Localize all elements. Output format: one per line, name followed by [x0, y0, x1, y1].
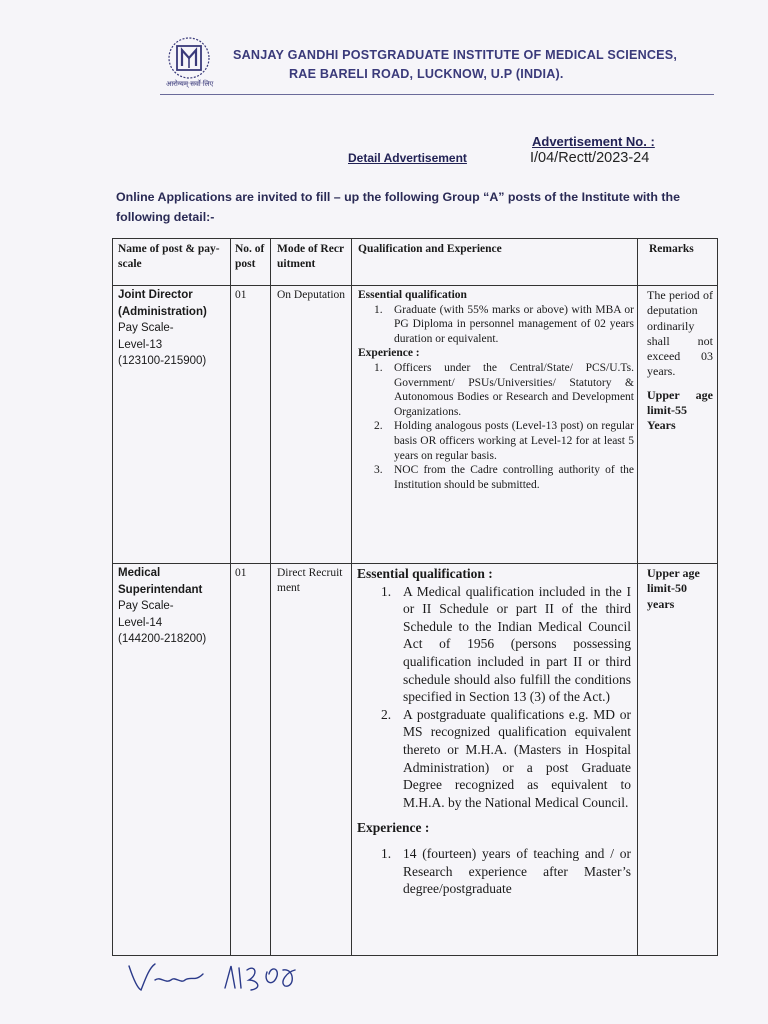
advertisement-label: Advertisement No. : [532, 134, 655, 149]
institute-name: SANJAY GANDHI POSTGRADUATE INSTITUTE OF MEDICAL SCIENCES, [233, 48, 678, 62]
posts-table [112, 238, 718, 956]
row2-mode: Direct Recruitment [277, 567, 343, 594]
post-name: Medical Superintendant [118, 567, 203, 596]
list-item: 2. A postgraduate qualifications e.g. MD or MS recognized qualification equivalent thereto or M.H.A. (Masters in Hospital Administration) or a post Graduate Degree recognized as equivalent to M.H.A. by the National Medical Council. [381, 706, 631, 810]
header-divider [160, 94, 714, 95]
intro-paragraph: Online Applications are invited to fill – up the following Group “A” posts of the Institute with the following detail:- [116, 190, 681, 224]
list-item-text: Officers under the Central/State/ PCS/U.Ts. Government/ PSUs/Universities/ Statutory & Autonomous Bodies or Research and Development Organizations. [394, 361, 634, 418]
signature [125, 958, 305, 998]
table-divider [351, 239, 352, 955]
pay-range: (123100-215900) [118, 355, 207, 367]
list-item-text: A Medical qualification included in the I or II Schedule or part II of the third Schedule to the Indian Medical Council Act of 1956 (persons possessing qualification included in part II or third schedule should also fulfill the conditions specified in Section 13 (3) of the Act.) [403, 583, 631, 705]
essential-heading: Essential qualification : [357, 566, 493, 581]
logo-motto: आरोग्यम् सर्वो लिए [166, 80, 214, 88]
row1-mode: On Deputation [277, 289, 346, 301]
row2-no: 01 [235, 567, 247, 579]
list-item: 1. 14 (fourteen) years of teaching and / or Research experience after Master’s degree/postgraduate [381, 845, 631, 897]
experience-list [358, 361, 634, 492]
experience-heading: Experience : [357, 820, 430, 836]
pay-scale: Pay Scale- [118, 322, 174, 334]
table-divider [230, 239, 231, 955]
institute-logo [158, 36, 220, 94]
list-item: 3. NOC from the Cadre controlling authority of the Institution should be submitted. [374, 464, 634, 491]
list-item: 1. A Medical qualification included in the I or II Schedule or part II of the third Schedule to the Indian Medical Council Act of 1956 (persons possessing qualification included in part II or third schedule should also fulfill the conditions specified in Section 13 (3) of the Act.) [381, 583, 631, 705]
detail-advertisement-title: Detail Advertisement [348, 151, 467, 165]
row2-post [118, 565, 228, 648]
pay-level: Level-14 [118, 616, 163, 629]
pay-scale: Pay Scale- [118, 600, 174, 612]
table-divider [113, 563, 717, 564]
table-divider [113, 285, 717, 286]
pay-range: (144200-218200) [118, 633, 207, 645]
header-qualification: Qualification and Experience [358, 243, 502, 255]
row1-qualification [358, 288, 634, 492]
row1-no: 01 [235, 289, 247, 301]
row2-qualification [357, 565, 631, 898]
row1-remarks [647, 288, 713, 434]
essential-list [358, 303, 634, 347]
remarks-age: Upper age limit-50 years [647, 566, 700, 611]
header-post: Name of post & pay-scale [118, 243, 220, 270]
institute-header [233, 46, 733, 84]
list-item: 1. Graduate (with 55% marks or above) with MBA or PG Diploma in personnel management of 02 years duration or equivalent. [374, 303, 634, 345]
list-item: 1. Officers under the Central/State/ PCS/U.Ts. Government/ PSUs/Universities/ Statutory & Autonomous Bodies or Research and Development Organizations. [374, 361, 634, 418]
list-item-text: Holding analogous posts (Level-13 post) on regular basis OR officers working at Level-12 for at least 5 years on regular basis. [394, 420, 634, 462]
list-item-text: A postgraduate qualifications e.g. MD or MS recognized qualification equivalent thereto or M.H.A. (Masters in Hospital Administration) or a post Graduate Degree recognized as equivalent to M.H.A. by the National Medical Council. [403, 706, 631, 810]
list-item-text: 14 (fourteen) years of teaching and / or Research experience after Master’s degree/postgraduate [403, 845, 631, 897]
row2-remarks [647, 566, 713, 612]
list-item-text: Graduate (with 55% marks or above) with MBA or PG Diploma in personnel management of 02 years duration or equivalent. [394, 303, 634, 345]
header-no: No. of post [235, 243, 265, 270]
post-name: Joint Director (Administration) [118, 289, 207, 318]
institute-address: RAE BARELI ROAD, LUCKNOW, U.P (INDIA). [289, 67, 564, 81]
list-item-text: NOC from the Cadre controlling authority of the Institution should be submitted. [394, 464, 634, 491]
remarks-age: Upper age limit-55 Years [647, 387, 713, 433]
essential-list [357, 583, 631, 812]
table-divider [270, 239, 271, 955]
experience-list [357, 845, 631, 898]
essential-heading: Essential qualification [358, 289, 467, 301]
experience-heading: Experience : [358, 347, 420, 360]
list-item: 2. Holding analogous posts (Level-13 post) on regular basis OR officers working at Level-12 for at least 5 years on regular basis. [374, 420, 634, 462]
advertisement-number: I/04/Rectt/2023-24 [530, 150, 650, 166]
header-mode: Mode of Recruitment [277, 243, 345, 270]
table-divider [637, 239, 638, 955]
header-remarks: Remarks [649, 243, 694, 255]
pay-level: Level-13 [118, 338, 163, 351]
row1-post [118, 287, 228, 370]
remarks-text: The period of deputation ordinarily shall not exceed 03 years. [647, 288, 713, 379]
